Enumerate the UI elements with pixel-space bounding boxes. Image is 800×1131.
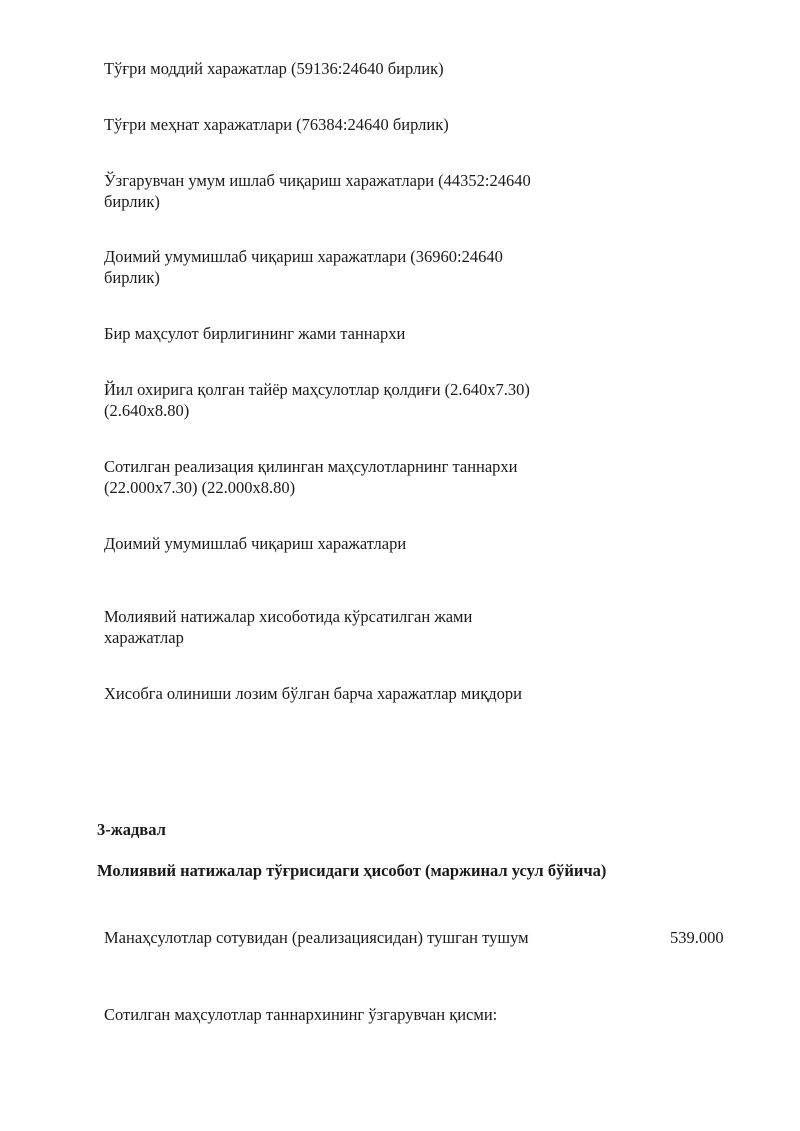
table-row: Ўзгарувчан умум ишлаб чиқариш харажатлари (44352:24640 бирлик) (104, 171, 531, 211)
table-row: Доимий умумишлаб чиқариш харажатлари (104, 534, 407, 553)
table-row: Бир маҳсулот бирлигининг жами таннархи (104, 324, 406, 343)
table-row: Сотилган маҳсулотлар таннархининг ўзгарувчан қисми: (104, 1005, 498, 1024)
table-row: Сотилган реализация қилинган маҳсулотларнинг таннархи (22.000х7.30) (22.000х8.80) (104, 457, 518, 497)
table-row: Манаҳсулотлар сотувидан (реализациясидан) тушган тушум (104, 928, 529, 947)
table-number: 3-жадвал (97, 820, 166, 839)
table-title: Молиявий натижалар тўғрисидаги ҳисобот (маржинал усул бўйича) (97, 861, 607, 880)
table-row: Тўғри меҳнат харажатлари (76384:24640 бирлик) (104, 115, 449, 134)
table-row: Хисобга олиниши лозим бўлган барча харажатлар миқдори (104, 684, 522, 703)
table-row: Молиявий натижалар хисоботида кўрсатилган жами харажатлар (104, 607, 473, 647)
table-row: Тўғри моддий харажатлар (59136:24640 бирлик) (104, 59, 444, 78)
table-cell-value: 539.000 (670, 928, 724, 947)
table-row: Доимий умумишлаб чиқариш харажатлари (36960:24640 бирлик) (104, 247, 503, 287)
table-row: Йил охирига қолган тайёр маҳсулотлар қолдиғи (2.640х7.30) (2.640х8.80) (104, 380, 530, 420)
